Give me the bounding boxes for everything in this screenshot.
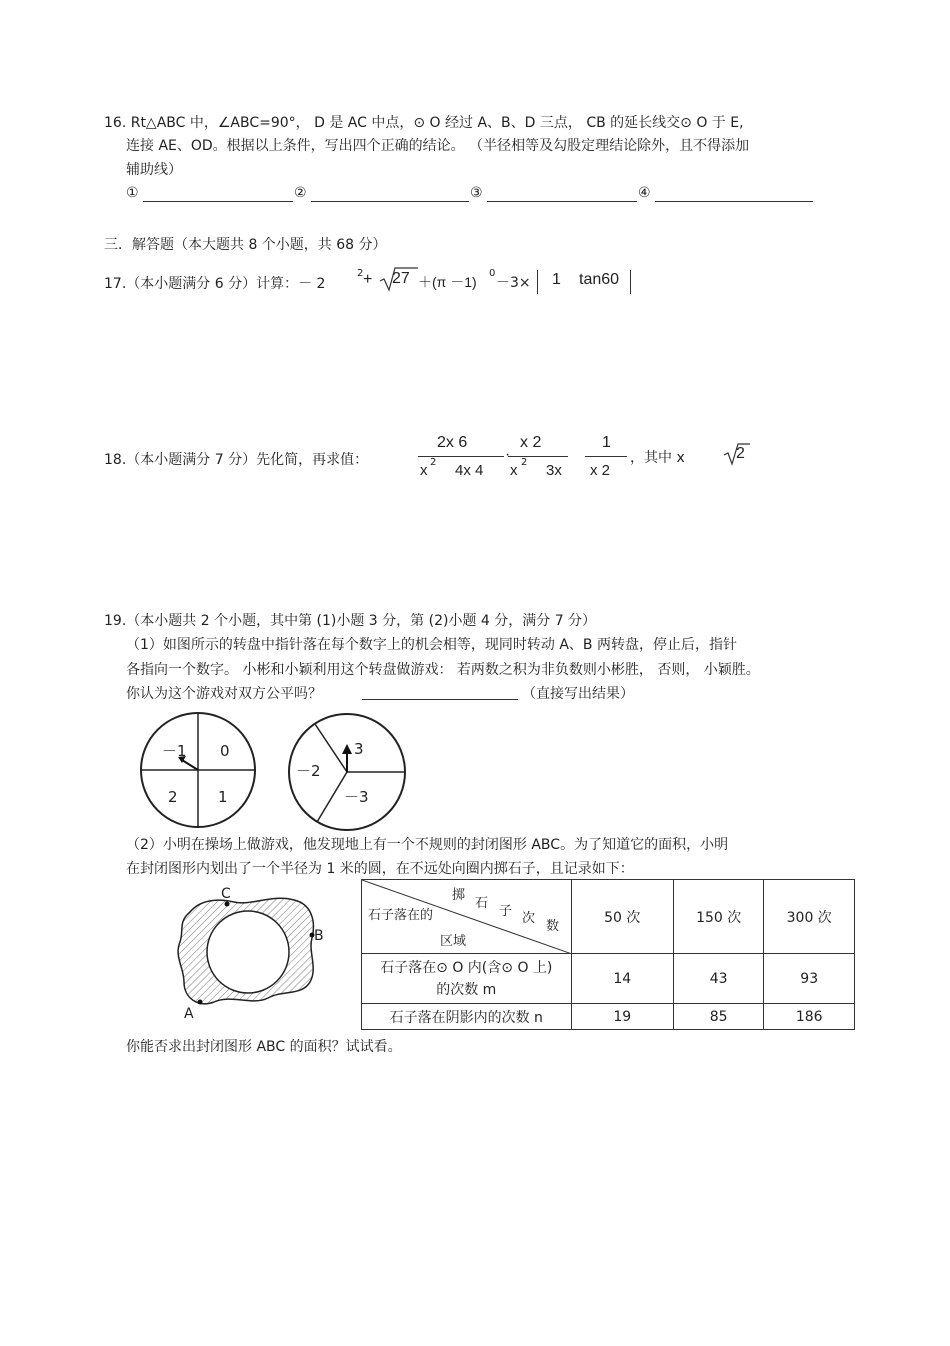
n-300: 186 [764,1004,855,1030]
table-row [362,954,855,1004]
circle-o [207,911,289,993]
fraction2-den-exp: 2 [521,457,528,468]
table-row [362,1004,855,1030]
section-3-title: 三．解答题（本大题共 8 个小题，共 68 分） [104,237,387,253]
q19-header: 19.（本小题共 2 个小题，其中第 (1)小题 3 分，第 (2)小题 4 分，满分 7 分） [104,613,597,629]
spinner-b-label-3: 3 [354,740,364,758]
spinner-a-label-0: 0 [220,742,230,760]
fraction2-numerator: x 2 [520,434,542,451]
answer-mark-3: ③ [470,185,483,201]
q18-radicand: 2 [736,445,745,462]
q17-exp2: 2 [357,268,364,279]
point-a [198,1000,203,1005]
q18-prefix: 18.（本小题满分 7 分）先化简，再求值： [104,452,369,468]
m-150: 43 [673,954,764,1004]
answer-blank-1[interactable] [143,201,293,202]
fraction3-bar [585,456,627,457]
n-150: 85 [673,1004,764,1030]
spinner-b-label-neg3: －3 [344,788,369,806]
q16-line1: 16. Rt△ABC 中，∠ABC=90°， D 是 AC 中点，⊙ O 经过 A、B、D 三点， CB 的延长线交⊙ O 于 E, [104,115,744,131]
spinner-a [138,712,258,832]
q19-p2-line1: （2）小明在操场上做游戏，他发现地上有一个不规则的封闭图形 ABC。为了知道它的面积，小明 [126,837,729,853]
label-c: C [221,886,231,902]
answer-mark-4: ④ [638,185,651,201]
spinner-b-arrowhead [342,744,352,754]
q17-one: 1 [552,271,561,288]
fairness-answer-blank[interactable] [362,699,518,700]
m-300: 93 [764,954,855,1004]
row-label-m-line2: 的次数 m [436,981,497,998]
abs-bar-right [630,270,631,294]
spinner-a-label-2: 2 [168,788,178,806]
diag-top-1: 石 [475,896,489,911]
spinner-a-label-1: 1 [218,788,228,806]
q17-plus: + [363,271,373,288]
point-c [225,902,230,907]
q19-p1-tail: （直接写出结果） [522,686,634,702]
dot-operator: · [505,446,511,463]
q19-closing: 你能否求出封闭图形 ABC 的面积？试试看。 [126,1039,402,1055]
row-label-m-line1: 石子落在⊙ O 内(含⊙ O 上) [380,959,553,976]
q19-p1-line1: （1）如图所示的转盘中指针落在每个数字上的机会相等，现同时转动 A、B 两转盘，停止后，指针 [126,637,737,653]
diag-top-4: 数 [546,919,560,934]
diag-bottom-0: 石子落在的 [368,908,434,923]
fraction2-bar [508,456,568,457]
diag-bottom-1: 区域 [440,934,467,949]
row-label-n: 石子落在阴影内的次数 n [362,1004,572,1030]
header-300: 300 次 [764,880,855,954]
fraction3-numerator: 1 [602,434,611,451]
fraction1-den-rest: 4x 4 [455,462,484,479]
header-50: 50 次 [571,880,673,954]
label-a: A [184,1006,194,1022]
q18-tail: ，其中 x [630,450,685,466]
diag-top-3: 次 [522,911,536,926]
label-b: B [314,928,324,944]
spinner-a-label-neg1: －1 [162,742,187,760]
q17-pi-part: ＋(π －1) [418,274,477,290]
fraction1-den-x: x [420,462,428,479]
throw-record-table [361,879,855,1030]
answer-blank-2[interactable] [311,201,469,202]
row-label-m [362,954,572,1004]
answer-blank-3[interactable] [487,201,637,202]
q17-tan: tan60 [579,271,620,288]
spinner-a-pointer [182,760,198,770]
header-150: 150 次 [673,880,764,954]
diag-top-2: 子 [499,904,513,919]
answer-mark-1: ① [126,185,139,201]
fraction3-denominator: x 2 [590,462,611,479]
abs-bar-left [537,270,538,294]
fraction2-den-rest: 3x [546,462,562,479]
q17-radicand: 27 [392,270,410,287]
q17-minus3: －3× [496,275,531,291]
q17-prefix: 17.（本小题满分 6 分）计算：－ 2 [104,276,326,292]
answer-mark-2: ② [294,185,307,201]
q19-p1-line2: 各指向一个数字。 小彬和小颖利用这个转盘做游戏： 若两数之积为非负数则小彬胜， 否则， 小颖胜。 [126,662,760,678]
fraction1-den-exp: 2 [430,457,437,468]
fraction2-den-x: x [510,462,518,479]
q17-exp0: 0 [489,268,496,279]
diagonal-header-cell [362,880,572,954]
q19-p1-line3: 你认为这个游戏对双方公平吗？ [126,686,322,702]
answer-blank-4[interactable] [655,201,813,202]
n-50: 19 [571,1004,673,1030]
q16-line2: 连接 AE、OD。根据以上条件，写出四个正确的结论。 （半径相等及勾股定理结论除外，且不得添加 [126,138,750,154]
closed-figure-abc [172,890,322,1012]
q19-p2-line2: 在封闭图形内划出了一个半径为 1 米的圆，在不远处向圈内掷石子，且记录如下： [126,861,634,877]
q16-line3: 辅助线） [126,162,182,178]
diag-top-0: 掷 [452,888,466,903]
m-50: 14 [571,954,673,1004]
fraction1-numerator: 2x 6 [437,434,468,451]
spinner-b-label-neg2: －2 [296,762,321,780]
